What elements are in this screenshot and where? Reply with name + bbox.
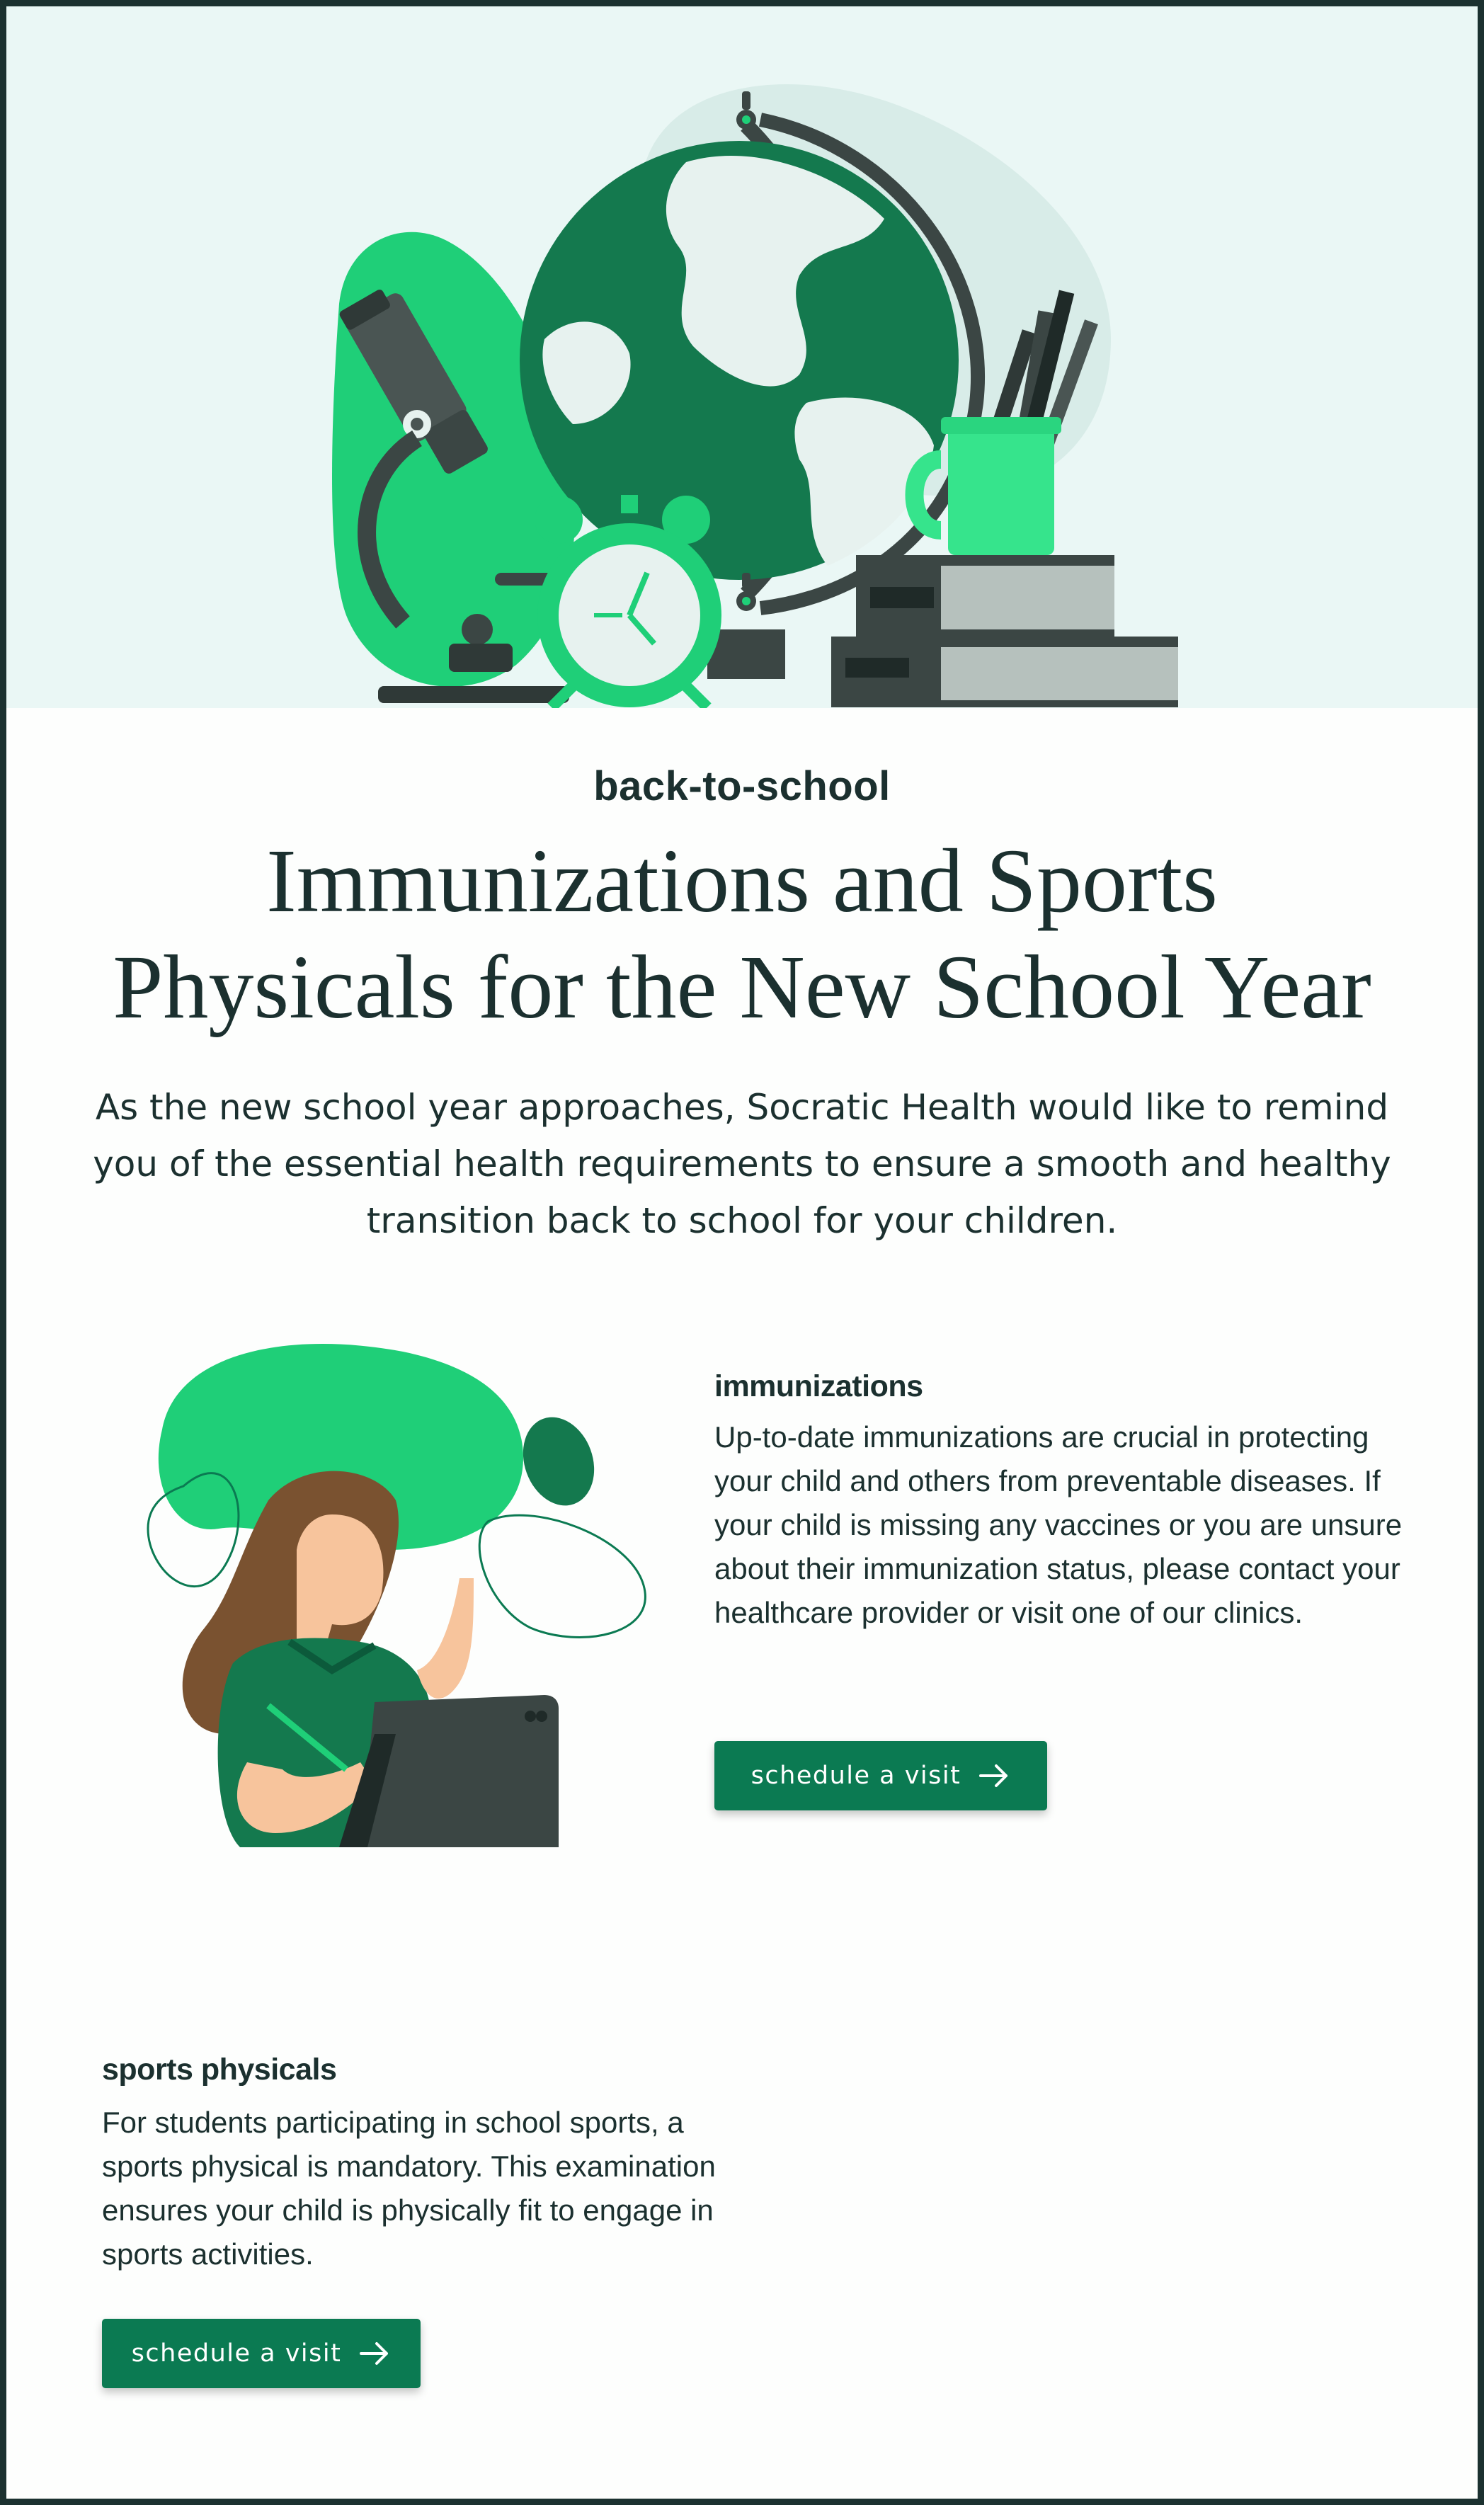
button-label: schedule a visit — [750, 1762, 961, 1790]
schedule-visit-button-sports[interactable] — [102, 2319, 421, 2388]
arrow-right-icon — [979, 1764, 1010, 1788]
sports-physicals-heading: sports physicals — [102, 2053, 337, 2087]
hero-banner — [6, 6, 1478, 708]
sports-physicals-body: For students participating in school sports, a sports physical is mandatory. This examination ensures your child is physically fit to engage in sports activities. — [102, 2106, 716, 2271]
immunizations-body: Up-to-date immunizations are crucial in protecting your child and others from preventable diseases. If your child is missing any vaccines or you are unsure about their immunization status, please contact your healthcare provider or visit one of our clinics. — [714, 1420, 1403, 1629]
schedule-visit-button-immunizations[interactable] — [714, 1741, 1047, 1810]
intro-paragraph: As the new school year approaches, Socratic Health would like to remind you of the essential health requirements to ensure a smooth and healthy transition back to school for your children. — [93, 1087, 1391, 1241]
button-label: schedule a visit — [131, 2339, 342, 2368]
page-title-line-1: Immunizations and Sports — [266, 831, 1218, 931]
eyebrow-label: back-to-school — [593, 763, 891, 809]
student-tablet-illustration — [120, 1337, 651, 1847]
immunizations-heading: immunizations — [714, 1369, 923, 1403]
school-supplies-illustration — [6, 6, 1478, 708]
page-title — [49, 828, 1435, 1040]
arrow-right-icon — [360, 2341, 391, 2366]
page-title-line-2: Physicals for the New School Year — [113, 937, 1371, 1037]
email-page — [6, 6, 1478, 2499]
